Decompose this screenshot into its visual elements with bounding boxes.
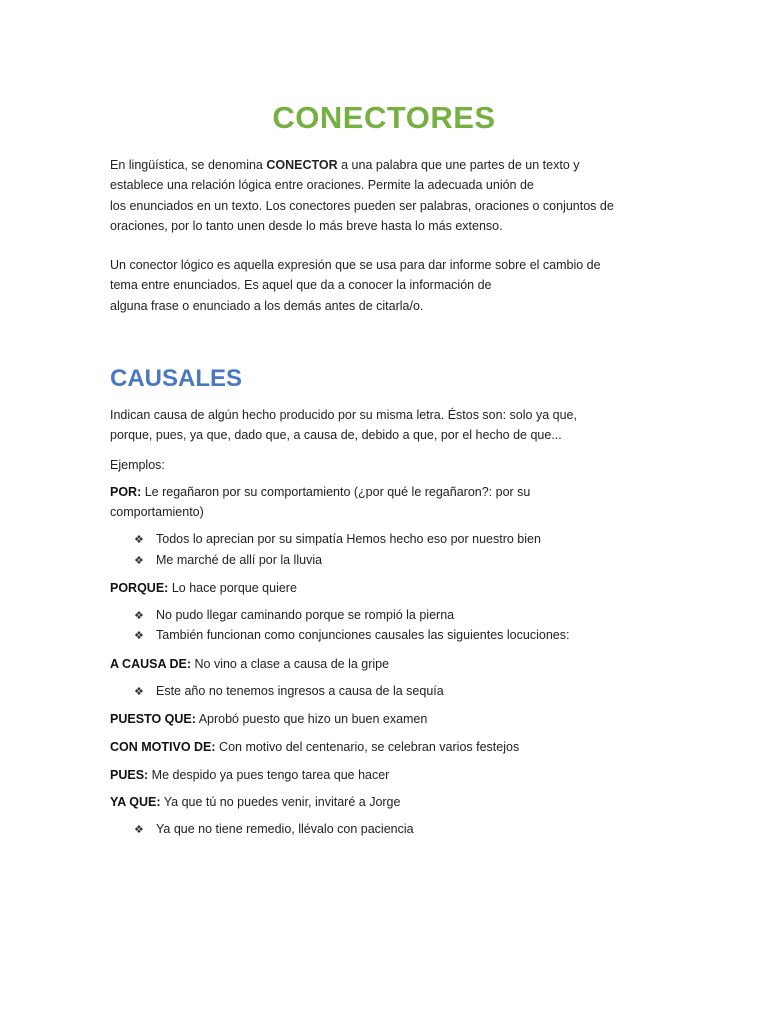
diamond-bullet-icon: ❖ <box>134 824 144 836</box>
entry-term: PORQUE: <box>110 581 169 595</box>
entry-con-motivo-de <box>110 737 519 757</box>
diamond-bullet-icon: ❖ <box>134 630 144 642</box>
text-line: establece una relación lógica entre oraciones. Permite la adecuada unión de <box>110 178 534 193</box>
entry-a-causa-de <box>110 654 389 674</box>
intro-paragraph-1 <box>110 155 670 237</box>
text-line <box>110 155 670 175</box>
conector-bold-term: CONECTOR <box>266 158 338 172</box>
entry-porque <box>110 578 297 598</box>
list-item-text: Todos lo aprecian por su simpatía Hemos hecho eso por nuestro bien <box>156 532 541 546</box>
text-line: alguna frase o enunciado a los demás antes de citarla/o. <box>110 298 424 313</box>
entry-text: Me despido ya pues tengo tarea que hacer <box>148 768 390 782</box>
entry-text: No vino a clase a causa de la gripe <box>191 657 390 671</box>
text-line: porque, pues, ya que, dado que, a causa de, debido a que, por el hecho de que... <box>110 428 562 443</box>
list-item <box>134 550 322 571</box>
list-item-text: No pudo llegar caminando porque se rompió la pierna <box>156 608 455 622</box>
text-span: En lingüística, se denomina <box>110 158 267 172</box>
entry-por <box>110 482 530 502</box>
text-line: Un conector lógico es aquella expresión que se usa para dar informe sobre el cambio de <box>110 258 601 272</box>
entry-term: PUES: <box>110 768 149 782</box>
diamond-bullet-icon: ❖ <box>134 610 144 622</box>
intro-paragraph-2 <box>110 255 670 316</box>
text-line: tema entre enunciados. Es aquel que da a conocer la información de <box>110 278 492 293</box>
entry-term: A CAUSA DE: <box>110 657 192 671</box>
entry-term: PUESTO QUE: <box>110 712 196 726</box>
entry-term: POR: <box>110 485 142 499</box>
list-item <box>134 625 569 646</box>
section-heading: CAUSALES <box>110 365 243 392</box>
entry-term: YA QUE: <box>110 795 161 809</box>
text-span: a una palabra que une partes de un texto y <box>337 158 580 172</box>
entry-text: Lo hace porque quiere <box>168 581 297 595</box>
entry-pues <box>110 765 389 785</box>
diamond-bullet-icon: ❖ <box>134 555 144 567</box>
diamond-bullet-icon: ❖ <box>134 686 144 698</box>
text-line: oraciones, por lo tanto unen desde lo más breve hasta lo más extenso. <box>110 219 503 234</box>
list-item <box>134 819 414 840</box>
list-item-text: Ya que no tiene remedio, llévalo con paciencia <box>156 822 414 836</box>
list-item-text: Este año no tenemos ingresos a causa de la sequía <box>156 684 444 698</box>
entry-puesto-que <box>110 709 427 729</box>
list-item <box>134 605 454 626</box>
entry-term: CON MOTIVO DE: <box>110 740 216 754</box>
list-item-text: También funcionan como conjunciones causales las siguientes locuciones: <box>156 628 570 642</box>
entry-text: Le regañaron por su comportamiento (¿por qué le regañaron?: por su <box>141 485 531 499</box>
page-title: CONECTORES <box>272 100 496 135</box>
entry-text: Con motivo del centenario, se celebran varios festejos <box>215 740 520 754</box>
examples-label: Ejemplos: <box>110 458 165 472</box>
text-line: los enunciados en un texto. Los conectores pueden ser palabras, oraciones o conjuntos de <box>110 198 614 213</box>
entry-text: Ya que tú no puedes venir, invitaré a Jorge <box>160 795 401 809</box>
list-item-text: Me marché de allí por la lluvia <box>156 553 323 567</box>
list-item <box>134 681 444 702</box>
diamond-bullet-icon: ❖ <box>134 534 144 546</box>
entry-por-continued: comportamiento) <box>110 505 204 519</box>
entry-text: Aprobó puesto que hizo un buen examen <box>195 712 428 726</box>
text-line: Indican causa de algún hecho producido por su misma letra. Éstos son: solo ya que, <box>110 408 577 422</box>
entry-ya-que <box>110 792 400 812</box>
list-item <box>134 529 541 550</box>
section-description <box>110 405 670 446</box>
